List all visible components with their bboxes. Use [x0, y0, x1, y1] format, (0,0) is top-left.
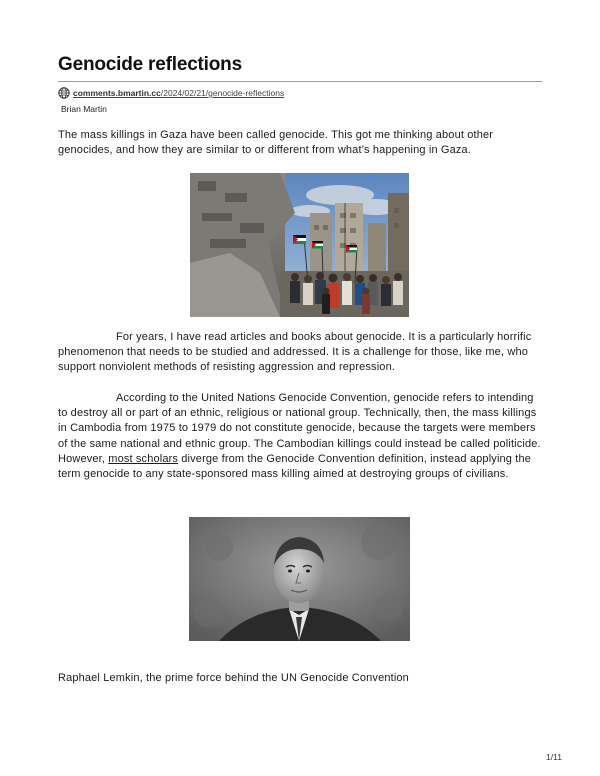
photo-caption: Raphael Lemkin, the prime force behind the UN Genocide Convention: [58, 672, 409, 684]
gaza-photo-image: [190, 173, 409, 317]
title-divider: [58, 81, 542, 82]
paragraph-un-convention-text-a: According to the United Nations Genocide Convention, genocide refers to intending to destroy all or part of an ethnic, religious or national group. Technically, then, the mass killings in Cambodia from 1975 to 1979 do not constitute genocide, because the targets were members of the same national and ethnic group. The Cambodian killings could instead be called politicide. However,: [58, 392, 541, 465]
most-scholars-link[interactable]: most scholars: [108, 452, 179, 465]
paragraph-years-of-reading: For years, I have read articles and books about genocide. It is a particularly horrific phenomenon that needs to be studied and addressed. It is a challenge for those, like me, who support nonviolent methods of resisting aggression and repression.: [58, 331, 532, 374]
page-title: Genocide reflections: [58, 54, 242, 75]
paragraph-intro: The mass killings in Gaza have been called genocide. This got me thinking about other genocides, and how they are similar to or different from what’s happening in Gaza.: [58, 129, 494, 157]
source-domain: comments.bmartin.cc: [73, 88, 161, 98]
globe-icon: [58, 87, 70, 99]
lemkin-portrait: [189, 517, 410, 641]
paragraph-un-convention: [58, 391, 542, 482]
gaza-photo: [190, 173, 409, 317]
author-name: Brian Martin: [61, 104, 107, 114]
lemkin-portrait-image: [189, 517, 410, 641]
source-path: /2024/02/21/genocide-reflections: [160, 88, 285, 98]
source-line: [58, 86, 284, 100]
page-number: 1/11: [546, 752, 562, 762]
paragraph-un-convention-text-b: diverge from the Genocide Convention definition, instead applying the term genocide to any state-sponsored mass killing aimed at destroying groups of civilians.: [58, 452, 532, 481]
source-link[interactable]: [73, 88, 284, 98]
